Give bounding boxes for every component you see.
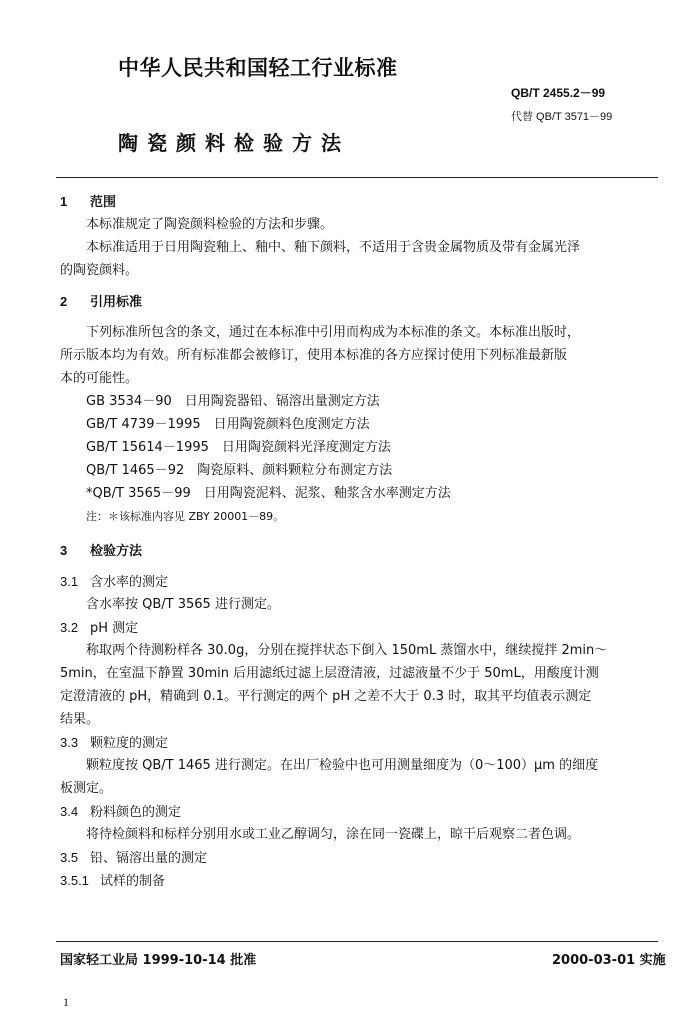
paragraph: 下列标准所包含的条文，通过在本标准中引用而构成为本标准的条文。本标准出版时， <box>86 325 581 340</box>
subsection-number: 3.5.1 <box>60 873 89 888</box>
paragraph-continuation: 板测定。 <box>60 781 113 796</box>
subsection-3-5-heading <box>60 846 660 869</box>
paragraph-continuation: 的陶瓷颜料。 <box>60 263 139 278</box>
subsection-3-5-1-heading <box>60 869 660 892</box>
paragraph: 本标准适用于日用陶瓷釉上、釉中、釉下颜料，不适用于含贵金属物质及带有金属光泽 <box>86 240 581 255</box>
paragraph-continuation: 结果。 <box>60 712 100 727</box>
footer-divider <box>56 941 658 942</box>
paragraph-continuation: 5min，在室温下静置 30min 后用滤纸过滤上层澄清液，过滤液量不少于 50mL，用酸度计测 <box>60 666 599 681</box>
paragraph-continuation: 所示版本均为有效。所有标准都会被修订，使用本标准的各方应探讨使用下列标准最新版 <box>60 348 568 363</box>
subsection-3-3-heading <box>60 731 660 754</box>
section-number: 1 <box>60 194 68 209</box>
document-title: 陶瓷颜料检验方法 <box>118 131 350 155</box>
paragraph-continuation: 定澄清液的 pH，精确到 0.1。平行测定的两个 pH 之差不大于 0.3 时，取其平均值表示测定 <box>60 689 592 704</box>
section-title: 引用标准 <box>90 295 143 310</box>
spacer <box>60 282 660 290</box>
subsection-title: 粉料颜色的测定 <box>90 805 182 820</box>
section-title: 范围 <box>90 195 117 210</box>
subsection-title: 试样的制备 <box>100 874 166 889</box>
reference-item: QB/T 1465－92 陶瓷原料、颜料颗粒分布测定方法 <box>86 463 393 478</box>
subsection-title: 颗粒度的测定 <box>90 736 169 751</box>
reference-note: 注：＊该标准内容见 ZBY 20001－89。 <box>86 510 285 523</box>
subsection-3-4-heading <box>60 800 660 823</box>
publisher-heading: 中华人民共和国轻工行业标准 <box>118 56 398 80</box>
subsection-number: 3.4 <box>60 804 79 819</box>
paragraph: 含水率按 QB/T 3565 进行测定。 <box>86 597 280 612</box>
reference-item: GB 3534－90 日用陶瓷器铅、镉溶出量测定方法 <box>86 394 380 409</box>
reference-item: GB/T 15614－1995 日用陶瓷颜料光泽度测定方法 <box>86 440 391 455</box>
subsection-number: 3.1 <box>60 574 79 589</box>
section-number: 3 <box>60 543 68 558</box>
standard-code: QB/T 2455.2－99 <box>511 86 606 100</box>
subsection-title: 含水率的测定 <box>90 575 169 590</box>
page-number: 1 <box>63 995 69 1009</box>
section-2-heading <box>60 290 660 313</box>
subsection-3-1-heading <box>60 570 660 593</box>
implementation-date: 2000-03-01 实施 <box>552 953 666 968</box>
paragraph: 称取两个待测粉样各 30.0g，分别在搅拌状态下倒入 150mL 蒸馏水中，继续搅拌 2min～ <box>86 643 608 658</box>
subsection-3-2-heading <box>60 616 660 639</box>
spacer <box>60 313 660 321</box>
subsection-title: pH 测定 <box>90 621 139 636</box>
section-number: 2 <box>60 294 68 309</box>
subsection-number: 3.5 <box>60 850 79 865</box>
section-3-heading <box>60 539 660 562</box>
subsection-number: 3.3 <box>60 735 79 750</box>
spacer <box>60 531 660 539</box>
paragraph: 将待检颜料和标样分别用水或工业乙醇调匀，涂在同一瓷碟上，晾干后观察二者色调。 <box>86 827 581 842</box>
reference-item: GB/T 4739－1995 日用陶瓷颜料色度测定方法 <box>86 417 370 432</box>
document-body <box>60 190 660 892</box>
paragraph: 本标准规定了陶瓷颜料检验的方法和步骤。 <box>86 217 334 232</box>
header-divider <box>56 177 658 178</box>
section-1-heading <box>60 190 660 213</box>
replaces-standard: 代替 QB/T 3571－99 <box>511 111 613 123</box>
section-title: 检验方法 <box>90 544 143 559</box>
reference-item: *QB/T 3565－99 日用陶瓷泥料、泥浆、釉浆含水率测定方法 <box>86 486 451 501</box>
spacer <box>60 562 660 570</box>
paragraph: 颗粒度按 QB/T 1465 进行测定。在出厂检验中也可用测量细度为（0～100）μm 的细度 <box>86 758 599 773</box>
paragraph-continuation: 本的可能性。 <box>60 371 139 386</box>
approval-date: 国家轻工业局 1999-10-14 批准 <box>60 953 257 968</box>
subsection-number: 3.2 <box>60 620 79 635</box>
subsection-title: 铅、镉溶出量的测定 <box>90 851 208 866</box>
